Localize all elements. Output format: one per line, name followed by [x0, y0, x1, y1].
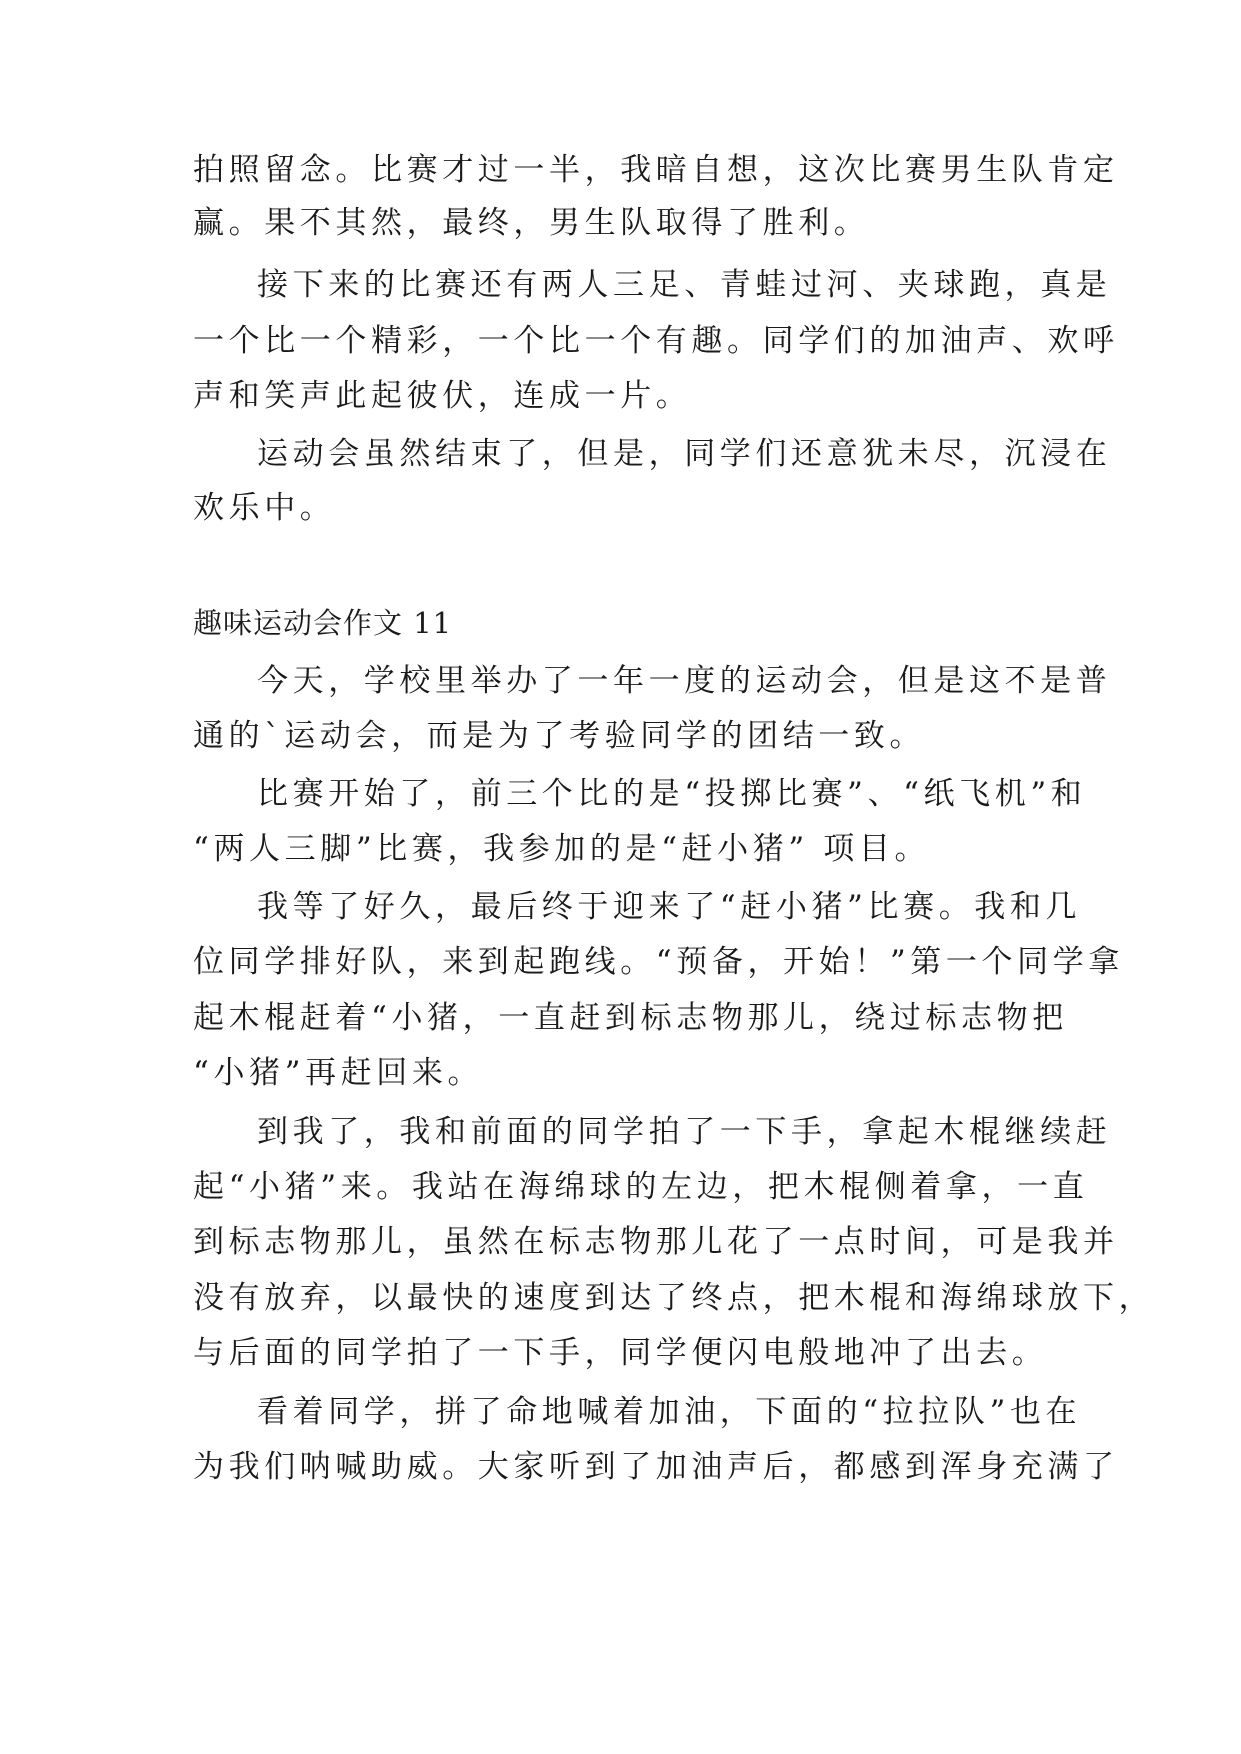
text-line: 没有放弃，以最快的速度到达了终点，把木棍和海绵球放下，	[193, 1280, 1155, 1316]
text-line: 接下来的比赛还有两人三足、青蛙过河、夹球跑，真是	[257, 267, 1112, 303]
text-line: 看着同学，拼了命地喊着加油，下面的“拉拉队”也在	[257, 1394, 1082, 1430]
text-line: “两人三脚”比赛，我参加的是“赶小猪” 项目。	[193, 831, 931, 867]
text-line: “小猪”再赶回来。	[193, 1055, 484, 1091]
text-line: 到我了，我和前面的同学拍了一下手，拿起木棍继续赶	[257, 1114, 1112, 1150]
text-line: 与后面的同学拍了一下手，同学便闪电般地冲了出去。	[193, 1335, 1048, 1371]
text-line: 为我们呐喊助威。大家听到了加油声后，都感到浑身充满了	[193, 1449, 1119, 1485]
text-line: 一个比一个精彩，一个比一个有趣。同学们的加油声、欢呼	[193, 323, 1119, 359]
text-line: 到标志物那儿，虽然在标志物那儿花了一点时间，可是我并	[193, 1224, 1119, 1260]
text-line: 拍照留念。比赛才过一半，我暗自想，这次比赛男生队肯定	[193, 152, 1119, 188]
text-line: 起木棍赶着“小猪，一直赶到标志物那儿，绕过标志物把	[193, 1000, 1068, 1036]
text-line: 比赛开始了，前三个比的是“投掷比赛”、“纸飞机”和	[257, 776, 1087, 812]
text-line: 声和笑声此起彼伏，连成一片。	[193, 378, 692, 414]
text-line: 我等了好久，最后终于迎来了“赶小猪”比赛。我和几	[257, 889, 1082, 925]
text-line: 位同学排好队，来到起跑线。“预备，开始！”第一个同学拿	[193, 944, 1124, 980]
text-line: 今天，学校里举办了一年一度的运动会，但是这不是普	[257, 663, 1112, 699]
text-line: 通的`运动会，而是为了考验同学的团结一致。	[193, 718, 926, 754]
text-line: 运动会虽然结束了，但是，同学们还意犹未尽，沉浸在	[257, 436, 1112, 472]
text-line: 起“小猪”来。我站在海绵球的左边，把木棍侧着拿，一直	[193, 1169, 1089, 1205]
text-line: 赢。果不其然，最终，男生队取得了胜利。	[193, 205, 870, 241]
text-line: 欢乐中。	[193, 490, 336, 526]
section-heading: 趣味运动会作文 11	[193, 606, 453, 640]
